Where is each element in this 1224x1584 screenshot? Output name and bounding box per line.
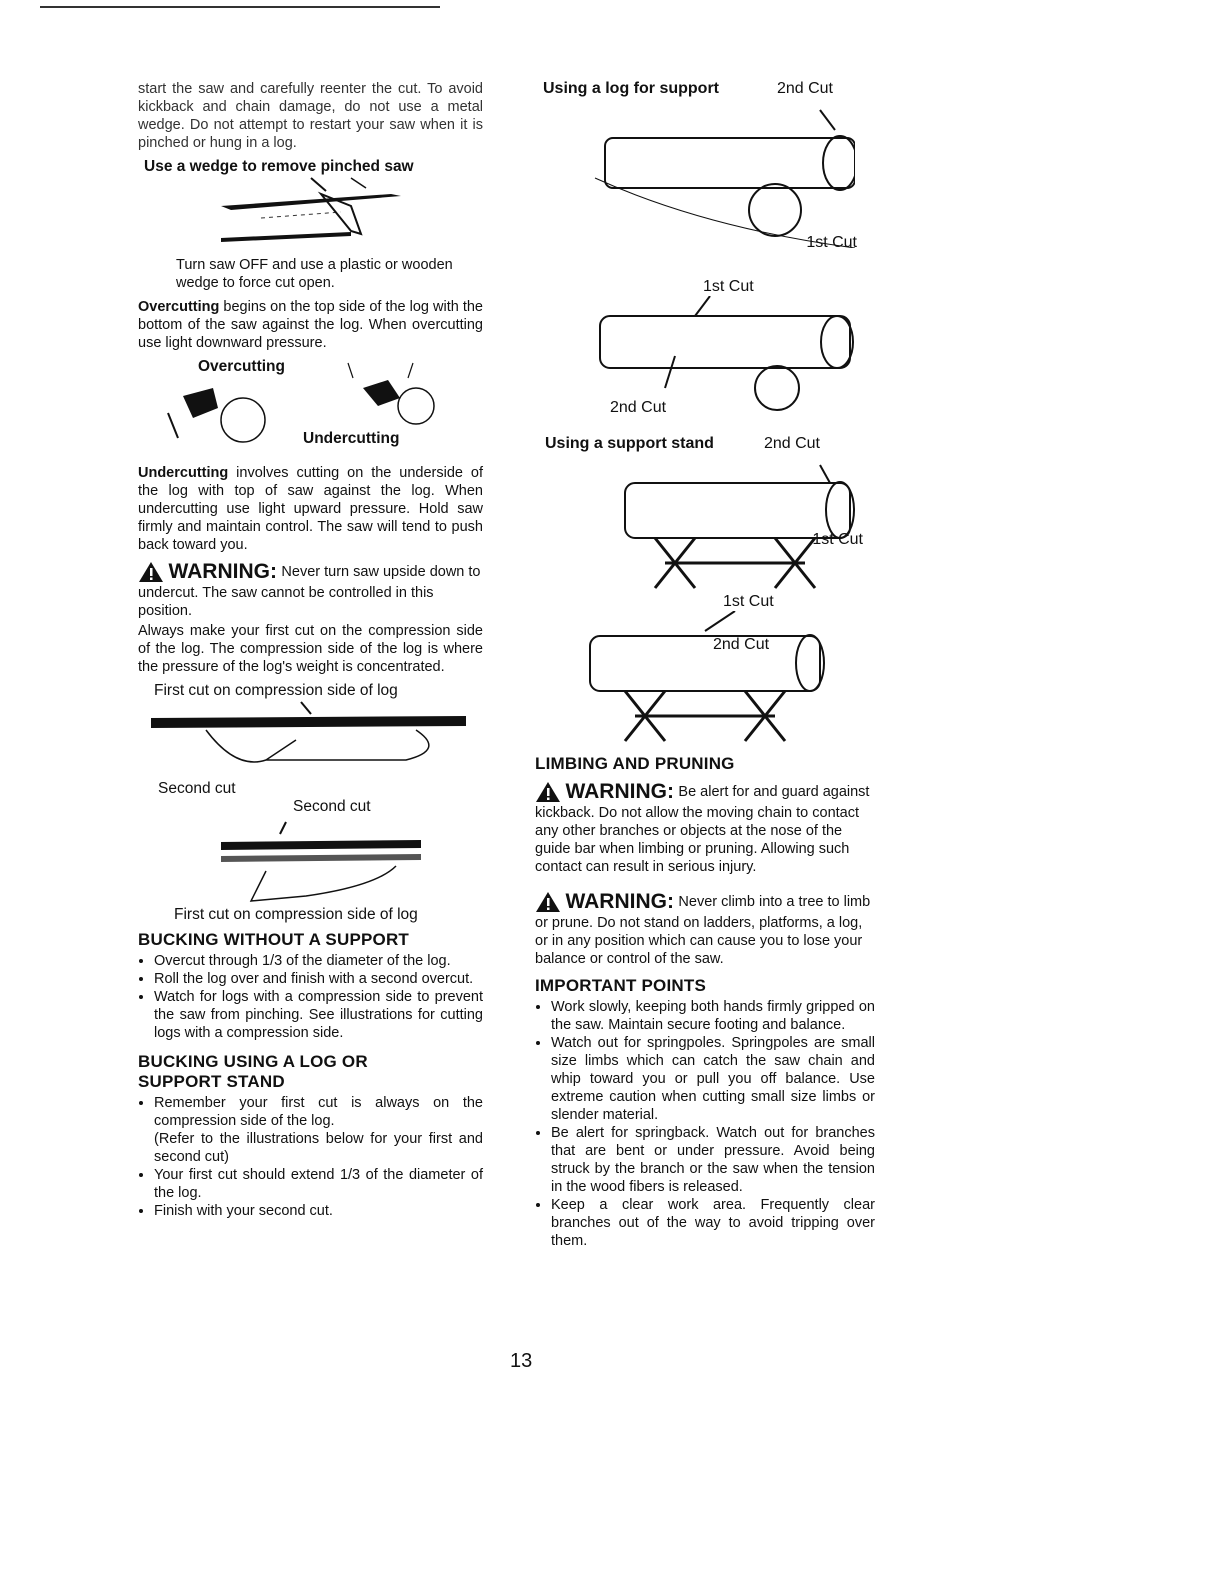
- stand-fig2-first-cut: 1st Cut: [723, 593, 774, 610]
- limbing-title: LIMBING AND PRUNING: [535, 754, 735, 773]
- bucking-without-list: [138, 952, 483, 1042]
- page-number: 13: [510, 1350, 533, 1372]
- list-item: • Watch for logs with a compression side to prevent the saw from pinching. See illustrations for cutting logs with a compression side.: [154, 988, 483, 1042]
- list-item: • Your first cut should extend 1/3 of the diameter of the log.: [154, 1166, 483, 1202]
- undercutting-text: involves cutting on the underside of the log with top of saw against the log. When undercutting use light upward pressure. Hold saw firmly and maintain control. The saw will tend to push back toward you.: [138, 465, 483, 553]
- stand-caption: Using a support stand: [545, 435, 714, 452]
- log-support-figure-1: [555, 98, 855, 248]
- bucking-using-item1-note: (Refer to the illustrations below for your first and second cut): [154, 1131, 483, 1165]
- overcutting-term: Overcutting: [138, 299, 220, 315]
- bucking-using-title-line2: SUPPORT STAND: [138, 1072, 285, 1091]
- warning-label: WARNING:: [168, 560, 277, 583]
- compression-paragraph: Always make your first cut on the compression side of the log. The compression side of the log is where the pressure of the log's weight is concentrated.: [138, 623, 483, 675]
- warning-label: WARNING:: [565, 780, 674, 803]
- compression-figure-2: [146, 816, 476, 906]
- list-item: • Watch out for springpoles. Springpoles are small size limbs which can catch the saw chain and whip toward you or pull you off balance. Use extreme caution when cutting small size limbs or slender material.: [551, 1034, 875, 1124]
- left-column: [138, 80, 483, 1220]
- fig-overcutting-label: Overcutting: [198, 358, 285, 375]
- warning-triangle-icon: [535, 781, 561, 803]
- warning-1: [138, 560, 483, 620]
- stand-fig2-second-cut: 2nd Cut: [713, 636, 770, 653]
- log-support-caption: Using a log for support: [543, 80, 719, 97]
- list-item: [154, 1094, 483, 1166]
- warning-2: [535, 780, 875, 876]
- stand-figure-1: [555, 453, 855, 593]
- wedge-caption: Use a wedge to remove pinched saw: [144, 158, 414, 175]
- bucking-using-list: [138, 1094, 483, 1220]
- list-item: • Be alert for springback. Watch out for branches that are bent or under pressure. Avoid being struck by the branch or the saw when the tension in the wood fibers is released.: [551, 1124, 875, 1196]
- undercutting-term: Undercutting: [138, 465, 229, 481]
- warning-1-text: Never turn saw upside down to undercut. The saw cannot be controlled in this position.: [138, 564, 481, 619]
- bucking-using-title: [138, 1052, 483, 1092]
- scan-edge-line: [40, 6, 440, 8]
- overcutting-paragraph: [138, 298, 483, 352]
- undercutting-paragraph: [138, 464, 483, 554]
- warning-triangle-icon: [535, 891, 561, 913]
- warning-3-text: Never climb into a tree to limb or prune. Do not stand on ladders, platforms, a log, or in any position which can cause you to lose your balance or control of the saw.: [535, 894, 871, 967]
- list-item: • Work slowly, keeping both hands firmly gripped on the saw. Maintain secure footing and balance.: [551, 998, 875, 1034]
- fig2-top-label: Second cut: [293, 798, 371, 815]
- compression-figure-1: [146, 700, 476, 780]
- stand-caption-row: [535, 435, 820, 453]
- overcutting-text: begins on the top side of the log with the bottom of the saw against the log. When overcutting use light downward pressure.: [138, 299, 483, 351]
- log-support-caption-row: [535, 80, 833, 98]
- log-fig1-second-cut: 2nd Cut: [776, 80, 833, 97]
- bucking-using-item1: Remember your first cut is always on the compression side of the log.: [154, 1095, 483, 1129]
- fig1-top-label: First cut on compression side of log: [154, 682, 398, 699]
- warning-label: WARNING:: [565, 890, 674, 913]
- list-item: • Finish with your second cut.: [154, 1202, 483, 1220]
- stand-fig1-first-cut: 1st Cut: [812, 531, 863, 548]
- stand-figure-2: [555, 611, 855, 751]
- log-fig2-second-cut: 2nd Cut: [610, 399, 667, 416]
- list-item: • Keep a clear work area. Frequently clear branches out of the way to avoid tripping over them.: [551, 1196, 875, 1250]
- list-item: • Roll the log over and finish with a second overcut.: [154, 970, 483, 988]
- warning-3: [535, 890, 875, 968]
- important-title: IMPORTANT POINTS: [535, 976, 706, 995]
- warning-2-text: Be alert for and guard against kickback. Do not allow the moving chain to contact any other branches or objects at the nose of the guide bar when limbing or pruning. Allowing such contact can result in serious injury.: [535, 784, 870, 875]
- right-column: [535, 80, 875, 1250]
- log-fig1-first-cut: 1st Cut: [806, 234, 857, 251]
- log-fig2-first-cut: 1st Cut: [703, 278, 754, 295]
- warning-triangle-icon: [138, 561, 164, 583]
- stand-fig1-second-cut: 2nd Cut: [763, 435, 820, 452]
- wedge-note: Turn saw OFF and use a plastic or wooden wedge to force cut open.: [176, 257, 453, 291]
- list-item: • Overcut through 1/3 of the diameter of the log.: [154, 952, 483, 970]
- fig1-bottom-label: Second cut: [158, 780, 236, 797]
- intro-paragraph: start the saw and carefully reenter the cut. To avoid kickback and chain damage, do not use a metal wedge. Do not attempt to restart your saw when it is pinched or hung in a log.: [138, 81, 483, 151]
- log-support-figure-2: [555, 296, 855, 411]
- cutting-figure: [138, 358, 483, 458]
- important-list: [535, 998, 875, 1250]
- overcut-undercut-illustration: [138, 358, 483, 458]
- fig2-bottom-label: First cut on compression side of log: [174, 906, 418, 923]
- bucking-without-title: BUCKING WITHOUT A SUPPORT: [138, 930, 410, 949]
- bucking-using-title-line1: BUCKING USING A LOG OR: [138, 1052, 368, 1071]
- fig-undercutting-label: Undercutting: [303, 430, 400, 447]
- wedge-illustration: [201, 176, 421, 256]
